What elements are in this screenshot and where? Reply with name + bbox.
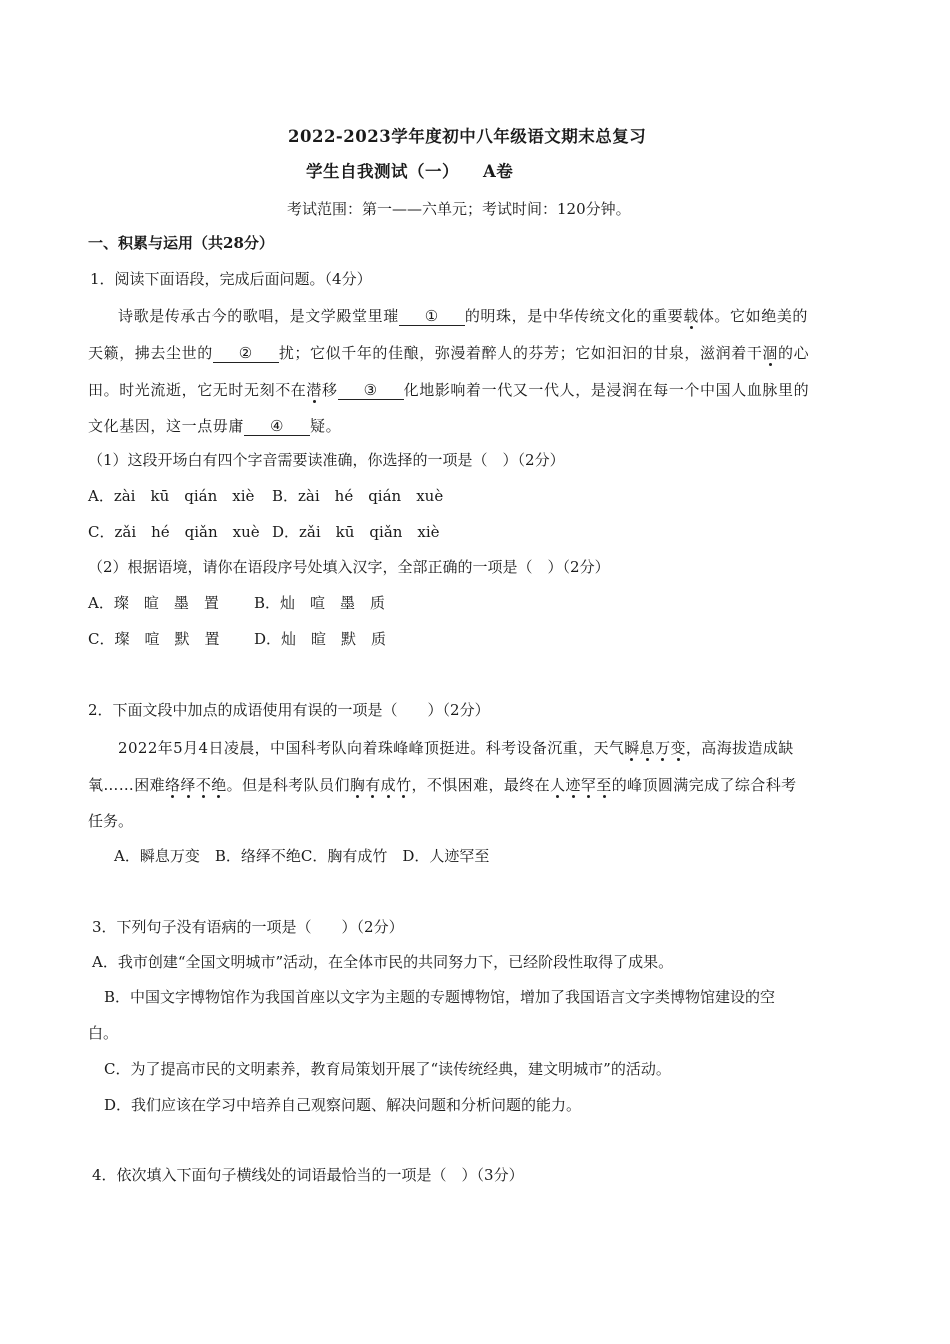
q2-passage-line3: 任务。 [88, 812, 134, 830]
q2-passage-line1 [118, 738, 794, 758]
passage-text: 氧……困难 [88, 776, 166, 794]
passage-text: 的心 [778, 344, 810, 362]
q2-passage-line2 [88, 775, 797, 795]
dotted-char: 载 [683, 307, 699, 325]
q1-sub2-option-c[interactable]: C．璨 喧 默 置 [88, 630, 220, 648]
blank-4: ④ [244, 417, 310, 436]
idiom-text: 瞬息万变 [624, 739, 686, 757]
q1-sub2: （2）根据语境，请你在语段序号处填入汉字，全部正确的一项是（ ）（2分） [88, 558, 610, 576]
blank-2: ② [213, 344, 279, 363]
q2-stem: 2．下面文段中加点的成语使用有误的一项是（ ）（2分） [88, 701, 490, 719]
passage-text: 2022年5月4日凌晨，中国科考队向着珠峰峰顶挺进。科考设备沉重，天气 [118, 739, 625, 757]
q1-sub2-option-d[interactable]: D．灿 暄 默 质 [254, 630, 387, 648]
q1-sub1-option-a[interactable]: A．zài kū qián xiè [88, 487, 255, 505]
q4-stem: 4．依次填入下面句子横线处的词语最恰当的一项是（ ）（3分） [92, 1166, 524, 1184]
passage-text: 的峰顶圆满完成了综合科考 [611, 776, 797, 794]
dotted-char: 涸 [762, 344, 779, 362]
dotted-idiom [624, 739, 686, 757]
q1-passage-line4 [88, 416, 341, 436]
passage-text: 。但是科考队员们 [226, 776, 350, 794]
q3-option-c[interactable]: C．为了提高市民的文明素养，教育局策划开展了“读传统经典，建文明城市”的活动。 [104, 1060, 671, 1078]
passage-text: 的明珠，是中华传统文化的重要 [464, 307, 684, 325]
q1-sub1: （1）这段开场白有四个字音需要读准确，你选择的一项是（ ）（2分） [88, 451, 565, 469]
q2-options[interactable]: A．瞬息万变 B．络绎不绝C．胸有成竹 D．人迹罕至 [114, 847, 490, 865]
q1-passage-line1 [118, 306, 808, 326]
exam-title: 2022-2023学年度初中八年级语文期末总复习 [288, 127, 647, 146]
q3-option-b[interactable]: B．中国文字博物馆作为我国首座以文字为主题的专题博物馆，增加了我国语言文字类博物馆建设的空 [104, 988, 776, 1006]
q1-sub2-option-a[interactable]: A．璨 暄 墨 置 [88, 594, 219, 612]
passage-text: 扰；它似千年的佳酿，弥漫着醉人的芬芳；它如汩汩的甘泉，滋润着干 [278, 344, 763, 362]
passage-text: 田。时光流逝，它无时无刻不在 [88, 381, 307, 399]
subtitle-text: 学生自我测试（一） [306, 162, 459, 181]
q3-option-d[interactable]: D．我们应该在学习中培养自己观察问题、解决问题和分析问题的能力。 [104, 1096, 582, 1114]
q1-sub1-option-b[interactable]: B．zài hé qián xuè [272, 487, 444, 505]
q1-sub1-option-d[interactable]: D．zǎi kū qiǎn xiè [272, 523, 440, 541]
passage-text: ，高海拔造成缺 [685, 739, 794, 757]
q1-passage-line3 [88, 380, 809, 400]
passage-text: 化地影响着一代又一代人，是浸润在每一个中国人血脉里的 [403, 381, 810, 399]
q1-sub2-option-b[interactable]: B．灿 喧 墨 质 [254, 594, 386, 612]
q1-sub1-option-c[interactable]: C．zǎi hé qiǎn xuè [88, 523, 260, 541]
passage-text: 天籁，拂去尘世的 [88, 344, 213, 362]
volume-label: A卷 [483, 162, 514, 181]
exam-scope: 考试范围：第一——六单元；考试时间：120分钟。 [287, 200, 631, 218]
section-heading: 一、积累与运用（共28分） [88, 234, 274, 252]
idiom-text: 人迹罕至 [550, 776, 612, 794]
passage-text: 移 [322, 381, 338, 399]
passage-text: 文化基因，这一点毋庸 [88, 417, 245, 435]
dotted-char: 潜 [306, 381, 323, 399]
blank-3: ③ [338, 381, 404, 400]
idiom-text: 络绎不绝 [165, 776, 227, 794]
q1-stem: 1．阅读下面语段，完成后面问题。（4分） [90, 270, 372, 288]
exam-subtitle [306, 162, 513, 182]
q1-passage-line2 [88, 343, 809, 363]
passage-text: 体。它如绝美的 [698, 307, 809, 325]
blank-1: ① [399, 307, 465, 326]
q3-stem: 3．下列句子没有语病的一项是（ ）（2分） [92, 918, 404, 936]
passage-text: ，不惧困难，最终在 [411, 776, 551, 794]
idiom-text: 胸有成竹 [349, 776, 412, 794]
q3-option-b-cont: 白。 [88, 1024, 119, 1042]
q3-option-a[interactable]: A．我市创建“全国文明城市”活动，在全体市民的共同努力下，已经阶段性取得了成果。 [92, 953, 674, 971]
passage-text: 疑。 [310, 417, 342, 435]
passage-text: 诗歌是传承古今的歌唱，是文学殿堂里璀 [118, 307, 399, 325]
